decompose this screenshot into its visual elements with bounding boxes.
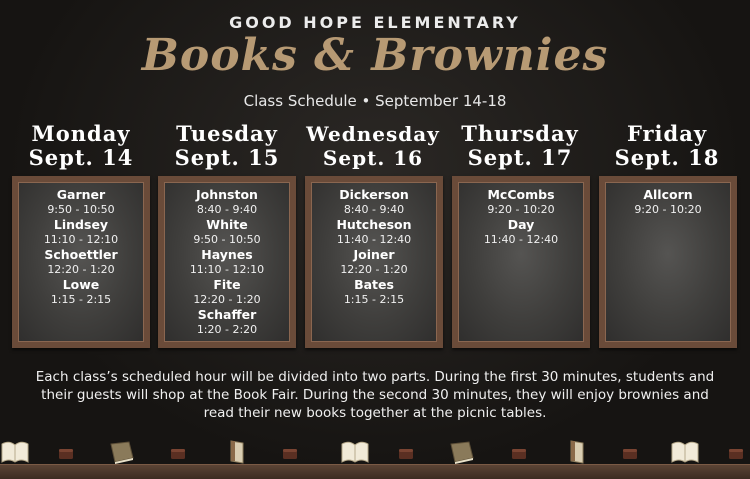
day-header-thursday	[450, 122, 590, 170]
school-name: GOOD HOPE ELEMENTARY	[229, 13, 521, 32]
closed-book-icon	[107, 440, 135, 464]
event-title: Books & Brownies	[141, 30, 609, 81]
brownie-icon	[728, 446, 744, 460]
teacher-name: Bates	[354, 277, 394, 292]
brownie-icon	[282, 446, 298, 460]
schedule-entry	[164, 217, 290, 247]
day-date: Sept. 16	[322, 146, 424, 170]
teacher-name: Garner	[56, 187, 106, 202]
schedule-board-wednesday	[305, 176, 443, 348]
wooden-shelf	[0, 464, 750, 479]
time-slot: 12:20 - 1:20	[193, 293, 261, 306]
schedule-entry	[605, 187, 731, 217]
day-name: Friday	[626, 121, 708, 146]
schedule-board-tuesday	[158, 176, 296, 348]
day-name: Thursday	[461, 121, 579, 146]
teacher-name: Allcorn	[643, 187, 693, 202]
teacher-name: Haynes	[201, 247, 253, 262]
teacher-name: Lowe	[62, 277, 100, 292]
time-slot: 9:50 - 10:50	[47, 203, 115, 216]
time-slot: 1:20 - 2:20	[196, 323, 258, 336]
teacher-name: Johnston	[196, 187, 258, 202]
teacher-name: Dickerson	[339, 187, 409, 202]
time-slot: 12:20 - 1:20	[340, 263, 408, 276]
schedule-entry	[18, 187, 144, 217]
schedule-entry	[311, 277, 437, 307]
time-slot: 9:20 - 10:20	[487, 203, 555, 216]
schedule-board-monday	[12, 176, 150, 348]
schedule-entry	[18, 247, 144, 277]
standing-book-icon	[566, 439, 588, 465]
teacher-name: Schaffer	[197, 307, 257, 322]
brownie-icon	[511, 446, 527, 460]
schedule-entry	[164, 247, 290, 277]
teacher-name: Lindsey	[53, 217, 109, 232]
teacher-name: Joiner	[353, 247, 395, 262]
schedule-entry	[164, 277, 290, 307]
brownie-icon	[170, 446, 186, 460]
standing-book-icon	[226, 439, 248, 465]
schedule-entry	[164, 187, 290, 217]
day-header-friday	[597, 122, 737, 170]
day-name: Monday	[31, 121, 131, 146]
open-book-icon	[0, 438, 30, 464]
brownie-icon	[622, 446, 638, 460]
day-header-tuesday	[157, 122, 297, 170]
brownie-icon	[398, 446, 414, 460]
schedule-subtitle: Class Schedule • September 14-18	[243, 92, 507, 110]
day-name: Tuesday	[176, 121, 278, 146]
schedule-entry	[18, 277, 144, 307]
teacher-name: White	[206, 217, 248, 232]
day-date: Sept. 14	[28, 145, 134, 170]
schedule-entry	[458, 217, 584, 247]
teacher-name: Fite	[213, 277, 241, 292]
time-slot: 9:50 - 10:50	[193, 233, 261, 246]
time-slot: 1:15 - 2:15	[343, 293, 405, 306]
day-header-wednesday	[303, 122, 443, 170]
time-slot: 8:40 - 9:40	[196, 203, 258, 216]
closed-book-icon	[447, 440, 475, 464]
time-slot: 11:40 - 12:40	[483, 233, 559, 246]
day-date: Sept. 15	[174, 145, 280, 170]
time-slot: 1:15 - 2:15	[50, 293, 112, 306]
event-description: Each class’s scheduled hour will be divided into two parts. During the first 30 minutes, students and their guests will shop at the Book Fair. During the second 30 minutes, they will enjoy brownies and read their new books together at the picnic tables.	[35, 369, 715, 421]
teacher-name: McCombs	[487, 187, 555, 202]
schedule-entry	[164, 307, 290, 337]
decor-row	[0, 436, 750, 466]
schedule-board-friday	[599, 176, 737, 348]
time-slot: 9:20 - 10:20	[634, 203, 702, 216]
day-date: Sept. 17	[467, 145, 573, 170]
open-book-icon	[340, 438, 370, 464]
time-slot: 11:10 - 12:10	[43, 233, 119, 246]
time-slot: 8:40 - 9:40	[343, 203, 405, 216]
day-header-monday	[11, 122, 151, 170]
open-book-icon	[670, 438, 700, 464]
schedule-entry	[458, 187, 584, 217]
day-name: Wednesday	[306, 122, 440, 146]
time-slot: 11:10 - 12:10	[189, 263, 265, 276]
schedule-entry	[311, 247, 437, 277]
schedule-entry	[311, 187, 437, 217]
day-date: Sept. 18	[614, 145, 720, 170]
schedule-entry	[311, 217, 437, 247]
time-slot: 11:40 - 12:40	[336, 233, 412, 246]
schedule-board-thursday	[452, 176, 590, 348]
teacher-name: Hutcheson	[336, 217, 412, 232]
time-slot: 12:20 - 1:20	[47, 263, 115, 276]
teacher-name: Day	[507, 217, 535, 232]
brownie-icon	[58, 446, 74, 460]
schedule-entry	[18, 217, 144, 247]
teacher-name: Schoettler	[44, 247, 118, 262]
